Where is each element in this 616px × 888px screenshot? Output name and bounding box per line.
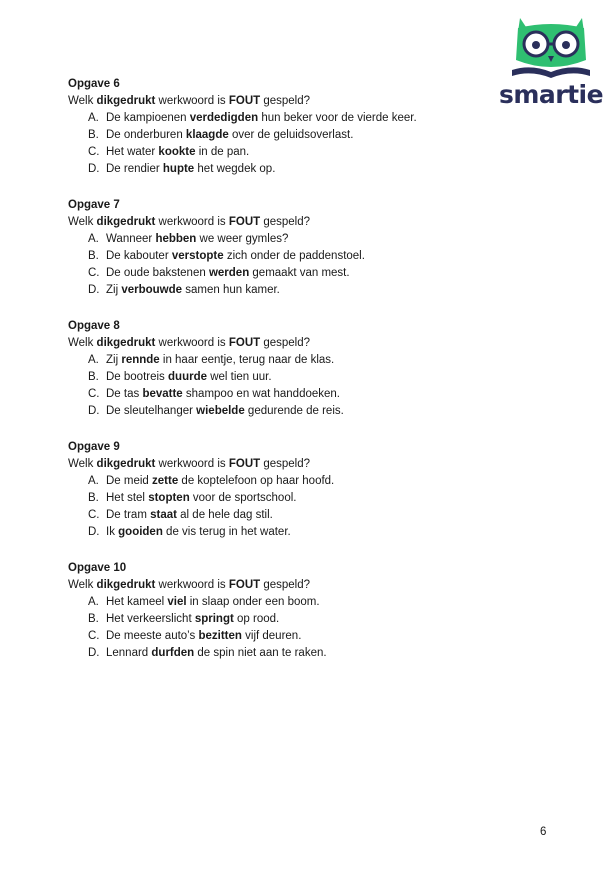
option-item bbox=[88, 473, 448, 490]
question-title: Opgave 9 bbox=[68, 441, 120, 453]
prompt-bold: FOUT bbox=[228, 216, 261, 228]
option-item bbox=[88, 352, 448, 369]
prompt-text: werkwoord is bbox=[155, 458, 229, 470]
option-item bbox=[88, 628, 448, 645]
prompt-bold: dikgedrukt bbox=[96, 95, 156, 107]
question-block bbox=[68, 318, 448, 420]
prompt-text: Welk bbox=[68, 458, 97, 470]
option-item bbox=[88, 645, 448, 662]
prompt-text: gespeld? bbox=[260, 458, 311, 470]
prompt-text: werkwoord is bbox=[155, 337, 229, 349]
option-letter: C. bbox=[88, 146, 100, 158]
prompt-bold: dikgedrukt bbox=[96, 579, 156, 591]
option-text: Het stel stopten voor de sportschool. bbox=[106, 492, 297, 504]
option-text: De kabouter verstopte zich onder de paddenstoel. bbox=[106, 250, 365, 262]
option-list bbox=[68, 473, 448, 541]
option-item bbox=[88, 611, 448, 628]
option-text: Het verkeerslicht springt op rood. bbox=[106, 613, 280, 625]
question-prompt bbox=[68, 335, 448, 352]
option-item bbox=[88, 161, 448, 178]
option-letter: D. bbox=[88, 405, 100, 417]
option-text: Lennard durfden de spin niet aan te raken. bbox=[106, 647, 327, 659]
option-text: De bootreis duurde wel tien uur. bbox=[106, 371, 272, 383]
prompt-text: werkwoord is bbox=[155, 216, 229, 228]
option-letter: D. bbox=[88, 647, 100, 659]
option-text: De oude bakstenen werden gemaakt van mest. bbox=[106, 267, 350, 279]
option-item bbox=[88, 490, 448, 507]
prompt-text: Welk bbox=[68, 95, 97, 107]
option-text: Het water kookte in de pan. bbox=[106, 146, 250, 158]
option-letter: D. bbox=[88, 284, 100, 296]
option-text: De sleutelhanger wiebelde gedurende de reis. bbox=[106, 405, 344, 417]
prompt-text: werkwoord is bbox=[155, 95, 229, 107]
question-block bbox=[68, 76, 448, 178]
option-letter: D. bbox=[88, 163, 100, 175]
question-title: Opgave 7 bbox=[68, 199, 120, 211]
page-number: 6 bbox=[540, 826, 547, 838]
option-item bbox=[88, 282, 448, 299]
prompt-text: Welk bbox=[68, 337, 97, 349]
option-letter: B. bbox=[88, 250, 99, 262]
option-text: Het kameel viel in slaap onder een boom. bbox=[106, 596, 320, 608]
option-letter: B. bbox=[88, 613, 99, 625]
question-title: Opgave 8 bbox=[68, 320, 120, 332]
option-text: De meeste auto’s bezitten vijf deuren. bbox=[106, 630, 302, 642]
exercise-list bbox=[68, 76, 448, 681]
option-letter: A. bbox=[88, 112, 99, 124]
option-item bbox=[88, 110, 448, 127]
question-title: Opgave 10 bbox=[68, 562, 127, 574]
question-prompt bbox=[68, 577, 448, 594]
option-text: Ik gooiden de vis terug in het water. bbox=[106, 526, 291, 538]
option-list bbox=[68, 352, 448, 420]
option-item bbox=[88, 386, 448, 403]
option-item bbox=[88, 231, 448, 248]
option-letter: A. bbox=[88, 233, 99, 245]
option-letter: B. bbox=[88, 492, 99, 504]
option-text: De meid zette de koptelefoon op haar hoofd. bbox=[106, 475, 335, 487]
option-letter: A. bbox=[88, 354, 99, 366]
prompt-text: Welk bbox=[68, 579, 97, 591]
prompt-text: werkwoord is bbox=[155, 579, 229, 591]
option-text: De kampioenen verdedigden hun beker voor de vierde keer. bbox=[106, 112, 417, 124]
question-prompt bbox=[68, 456, 448, 473]
question-prompt bbox=[68, 214, 448, 231]
option-item bbox=[88, 265, 448, 282]
prompt-text: gespeld? bbox=[260, 95, 311, 107]
brand-name: smartie bbox=[498, 80, 604, 109]
option-letter: A. bbox=[88, 475, 99, 487]
option-item bbox=[88, 369, 448, 386]
prompt-text: gespeld? bbox=[260, 337, 311, 349]
option-list bbox=[68, 594, 448, 662]
option-text: De rendier hupte het wegdek op. bbox=[106, 163, 276, 175]
prompt-bold: FOUT bbox=[228, 579, 261, 591]
prompt-text: gespeld? bbox=[260, 579, 311, 591]
question-block bbox=[68, 439, 448, 541]
option-item bbox=[88, 248, 448, 265]
smartie-logo bbox=[498, 12, 604, 108]
prompt-text: gespeld? bbox=[260, 216, 311, 228]
option-text: Wanneer hebben we weer gymles? bbox=[106, 233, 289, 245]
option-list bbox=[68, 231, 448, 299]
option-letter: C. bbox=[88, 267, 100, 279]
option-text: Zij rennde in haar eentje, terug naar de klas. bbox=[106, 354, 335, 366]
option-item bbox=[88, 127, 448, 144]
option-item bbox=[88, 403, 448, 420]
option-item bbox=[88, 507, 448, 524]
question-title: Opgave 6 bbox=[68, 78, 120, 90]
option-item bbox=[88, 144, 448, 161]
option-list bbox=[68, 110, 448, 178]
prompt-bold: dikgedrukt bbox=[96, 458, 156, 470]
option-item bbox=[88, 524, 448, 541]
prompt-bold: dikgedrukt bbox=[96, 216, 156, 228]
prompt-bold: FOUT bbox=[228, 337, 261, 349]
prompt-bold: FOUT bbox=[228, 458, 261, 470]
option-letter: D. bbox=[88, 526, 100, 538]
option-letter: C. bbox=[88, 509, 100, 521]
option-letter: B. bbox=[88, 129, 99, 141]
owl-icon bbox=[498, 12, 604, 82]
option-item bbox=[88, 594, 448, 611]
prompt-bold: dikgedrukt bbox=[96, 337, 156, 349]
option-text: De onderburen klaagde over de geluidsoverlast. bbox=[106, 129, 354, 141]
question-block bbox=[68, 560, 448, 662]
prompt-bold: FOUT bbox=[228, 95, 261, 107]
option-text: Zij verbouwde samen hun kamer. bbox=[106, 284, 280, 296]
question-block bbox=[68, 197, 448, 299]
option-text: De tas bevatte shampoo en wat handdoeken. bbox=[106, 388, 341, 400]
option-letter: C. bbox=[88, 630, 100, 642]
option-letter: B. bbox=[88, 371, 99, 383]
question-prompt bbox=[68, 93, 448, 110]
prompt-text: Welk bbox=[68, 216, 97, 228]
option-letter: C. bbox=[88, 388, 100, 400]
option-letter: A. bbox=[88, 596, 99, 608]
option-text: De tram staat al de hele dag stil. bbox=[106, 509, 273, 521]
